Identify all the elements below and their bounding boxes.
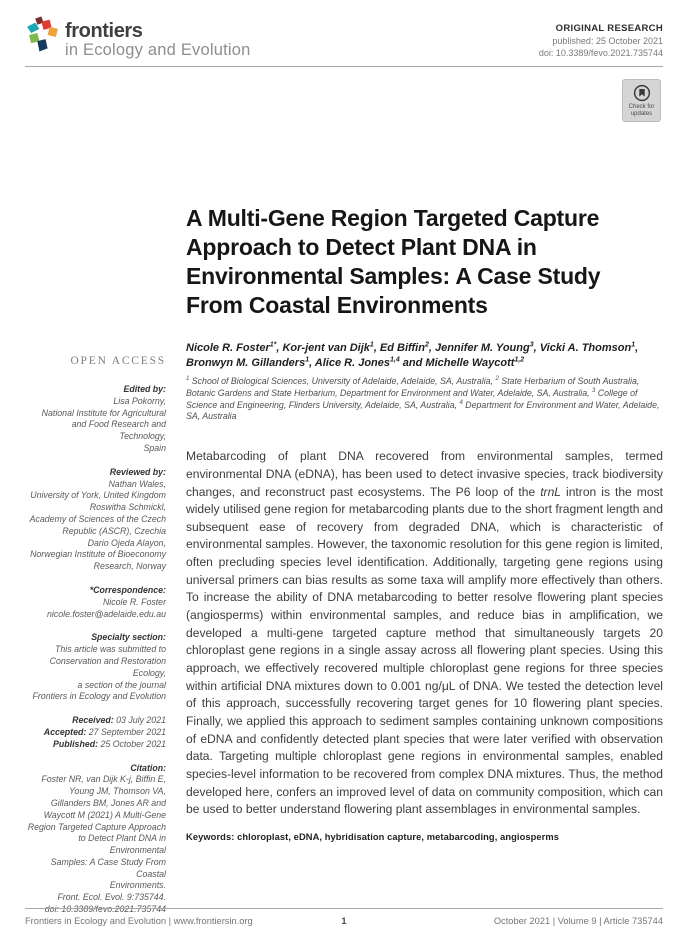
sidebar-line: Republic (ASCR), Czechia [62,525,166,536]
sidebar-line: Lisa Pokorny, [113,395,166,406]
sidebar-block-label: Citation: [130,762,166,773]
sidebar-block-label: Received: [72,715,114,726]
sidebar-line: Conservation and Restoration [49,655,166,666]
sidebar-line: and Food Research and Technology, [71,419,166,442]
sidebar-block-label: *Correspondence: [89,584,166,595]
sidebar-line: Environments. [109,880,166,891]
bookmark-icon [633,84,651,102]
author-list: Nicole R. Foster$^{1*}$, Kor-jent van Dijk$^1$, Ed Biffin$^2$, Jennifer M. Young$^3$, Vicki A. Thomson$^1$, Bronwyn M. Gillanders$^1$, Alice R. Jones$^{1,4}$ and Michelle Waycott$^{1,2}$ [186,341,639,369]
check-for-updates-badge[interactable] [622,79,661,122]
sidebar-block: Published: 25 October 2021 [53,738,166,749]
frontiers-logo-icon [25,15,62,55]
sidebar-block [25,467,166,573]
abstract-text: Metabarcoding of plant DNA recovered from environmental samples, termed environmental DNA (eDNA), has been used to detect invasive species, track biodiversity changes, and reconstruct past ecosystems. The P6 loop of the trnL intron is the most widely utilised gene region for metabarcoding plants due to the short fragment length and subsequent ease of recovery from degraded DNA, which is characteristic of environmental samples. However, the taxonomic resolution for this gene region is limited, often precluding species level identification. Additionally, targeting gene regions using universal primers can bias results as some taxa will amplify more effectively than others. To increase the ability of DNA metabarcoding to better resolve flowering plant species (angiosperms) within environmental samples, and reduce bias in amplification, we developed a multi-gene targeted capture method that simultaneously targets 20 chloroplast gene regions in a single assay across all flowering plant species. Using this approach, we effectively recovered multiple chloroplast gene regions for three species within artificial DNA mixtures down to 0.001 ng/μL of DNA. We tested the detection level of this approach, successfully recovering target genes for 10 flowering plant species. Finally, we applied this approach to sediment samples containing unknown compositions of eDNA and confidently detected plant species that were later verified with observation data. Targeting multiple chloroplast gene regions in environmental samples, enabled species-level information to be recovered from complex DNA mixtures. Thus, the method developed here, confers an improved level of data on community composition, which can be used to better understand flowering plant assemblages in environmental samples. [186,449,663,817]
sidebar-line: Academy of Sciences of the Czech [29,513,166,524]
sidebar-line: This article was submitted to [55,644,166,655]
sidebar-line: Young JM, Thomson VA, [69,786,166,797]
sidebar-block-label: Specialty section: [91,632,166,643]
sidebar-line: a section of the journal [77,679,166,690]
sidebar-block-label: Accepted: [43,726,87,737]
sidebar-line: University of York, United Kingdom [30,490,166,501]
sidebar-line: Roswitha Schmickl, [89,502,166,513]
sidebar-line: Waycott M (2021) A Multi-Gene [43,809,166,820]
sidebar-block [25,384,166,455]
badge-text: Check for updates [628,103,655,117]
brand-name: frontiers [65,20,143,42]
article-type-label: ORIGINAL RESEARCH [555,23,663,34]
sidebar-block [25,585,166,620]
header-divider [25,66,663,67]
frontiers-logo [25,15,251,59]
article-meta-sidebar [25,355,166,916]
sidebar-line: doi: 10.3389/fevo.2021.735744 [44,904,166,915]
sidebar-line: nicole.foster@adelaide.edu.au [47,608,166,619]
article-title: A Multi-Gene Region Targeted Capture Approach to Detect Plant DNA in Environmental Samples: A Case Study From Coastal Environments [186,205,601,318]
sidebar-line: Spain [143,442,166,453]
affiliation-list: $^1$ School of Biological Sciences, University of Adelaide, Adelaide, SA, Australia, $^2$ State Herbarium of South Australia, Botanic Gardens and State Herbarium, Department for Environment and Water, Adelaide, SA, Australia, $^3$ College of Science and Engineering, Flinders University, Adelaide, SA, Australia, $^4$ Department for Environment and Water, Adelaide, SA, Australia [186,376,660,422]
sidebar-line: to Detect Plant DNA in Environmental [78,833,166,856]
open-access-label: OPEN ACCESS [70,355,166,367]
footer-journal-url: Frontiers in Ecology and Evolution | www.frontiersin.org [25,916,253,926]
sidebar-line: Norwegian Institute of Bioeconomy [30,549,166,560]
sidebar-line: Research, Norway [93,561,166,572]
sidebar-line: Gillanders BM, Jones AR and [50,797,166,808]
sidebar-block: Received: 03 July 2021 [72,715,166,726]
sidebar-line: Ecology, [132,667,166,678]
sidebar-line: Samples: A Case Study From Coastal [50,856,166,879]
published-date: published: 25 October 2021 [552,36,663,46]
keywords-line: Keywords: chloroplast, eDNA, hybridisation capture, metabarcoding, angiosperms [186,831,560,842]
sidebar-line: Nathan Wales, [108,478,166,489]
sidebar-line: Foster NR, van Dijk K-j, Biffin E, [41,774,166,785]
sidebar-line: National Institute for Agricultural [41,407,166,418]
journal-name: in Ecology and Evolution [65,41,251,59]
sidebar-block-label: Published: [53,738,99,749]
footer-issue-info: October 2021 | Volume 9 | Article 735744 [493,916,663,926]
sidebar-line: Front. Ecol. Evol. 9:735744. [57,892,166,903]
sidebar-block: Accepted: 27 September 2021 [43,726,166,737]
article-main [186,204,663,842]
footer-divider [25,908,663,909]
header-meta [539,23,663,59]
footer-page-number: 1 [341,916,347,926]
sidebar-line: Frontiers in Ecology and Evolution [32,691,166,702]
sidebar-line: Region Targeted Capture Approach [27,821,166,832]
sidebar-block [25,632,166,703]
doi-text: doi: 10.3389/fevo.2021.735744 [538,47,663,58]
sidebar-line: Dario Ojeda Alayon, [87,537,166,548]
sidebar-block-label: Edited by: [123,384,166,394]
sidebar-block [25,763,166,916]
sidebar-line: Nicole R. Foster [102,596,166,607]
sidebar-blocks [25,384,166,916]
sidebar-block-label: Reviewed by: [109,466,166,477]
